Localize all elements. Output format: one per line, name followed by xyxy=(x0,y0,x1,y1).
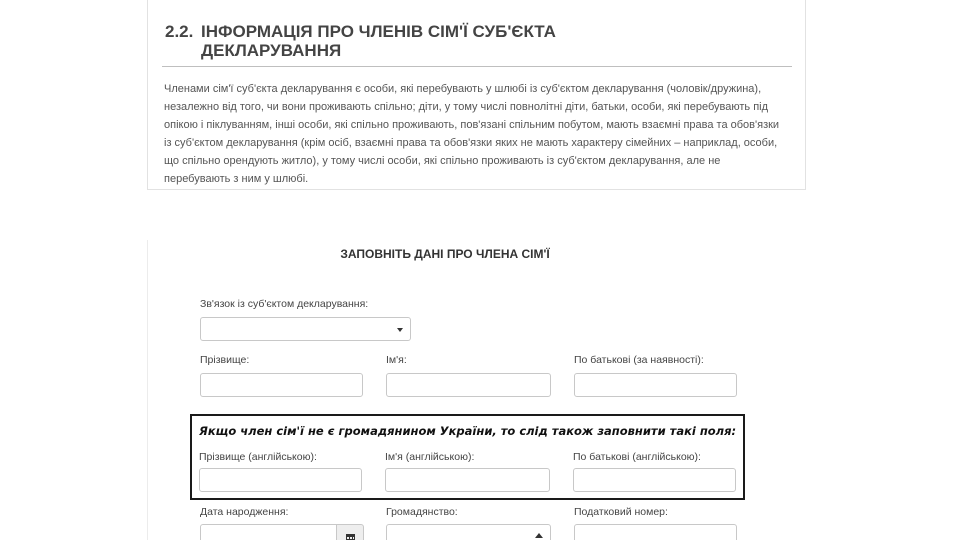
relation-label: Зв'язок із суб'єктом декларування: xyxy=(200,298,369,310)
section-number: 2.2. xyxy=(165,22,194,41)
tax-number-input[interactable] xyxy=(574,524,737,540)
first-name-label: Ім'я: xyxy=(386,354,407,366)
patronymic-en-input[interactable] xyxy=(573,468,736,492)
surname-label: Прізвище: xyxy=(200,354,250,366)
first-name-en-input[interactable] xyxy=(385,468,550,492)
citizenship-select[interactable] xyxy=(386,524,551,540)
chevron-up-icon xyxy=(535,533,543,538)
calendar-button[interactable] xyxy=(336,524,364,540)
form-title: ЗАПОВНІТЬ ДАНІ ПРО ЧЛЕНА СІМ'Ї xyxy=(340,247,550,261)
chevron-down-icon xyxy=(397,328,403,332)
tax-number-label: Податковий номер: xyxy=(574,506,668,518)
patronymic-en-label: По батькові (англійською): xyxy=(573,451,701,463)
surname-input[interactable] xyxy=(200,373,363,397)
first-name-en-label: Ім'я (англійською): xyxy=(385,451,475,463)
title-divider xyxy=(162,66,792,67)
calendar-icon xyxy=(346,534,355,540)
relation-select[interactable] xyxy=(200,317,411,341)
patronymic-label: По батькові (за наявності): xyxy=(574,354,704,366)
first-name-input[interactable] xyxy=(386,373,551,397)
surname-en-input[interactable] xyxy=(199,468,362,492)
citizenship-label: Громадянство: xyxy=(386,506,458,518)
patronymic-input[interactable] xyxy=(574,373,737,397)
birth-date-label: Дата народження: xyxy=(200,506,289,518)
foreign-citizen-box xyxy=(190,414,745,500)
section-title: ІНФОРМАЦІЯ ПРО ЧЛЕНІВ СІМ'Ї СУБ'ЄКТА ДЕКЛАРУВАННЯ xyxy=(201,22,556,60)
foreign-citizen-note: Якщо член сім'ї не є громадянином України, то слід також заповнити такі поля: xyxy=(199,424,737,438)
info-panel xyxy=(147,0,806,190)
birth-date-input[interactable] xyxy=(200,524,337,540)
surname-en-label: Прізвище (англійською): xyxy=(199,451,317,463)
section-description: Членами сім'ї суб'єкта декларування є особи, які перебувають у шлюбі із суб'єктом декларування (чоловік/дружина), незалежно від того, чи вони проживають спільно; діти, у тому числі повнолітні діти, батьки, особи, які перебувають під опікою і піклуванням, інші особи, які спільно проживають, пов'язані спільним побутом, мають взаємні права та обов'язки із суб'єктом декларування (крім осіб, взаємні права та обов'язки яких не мають характеру сімейних – наприклад, особи, що спільно орендують житло), у тому числі особи, які спільно проживають із суб'єктом декларування, але не перебувають з ним у шлюбі. xyxy=(164,83,780,185)
